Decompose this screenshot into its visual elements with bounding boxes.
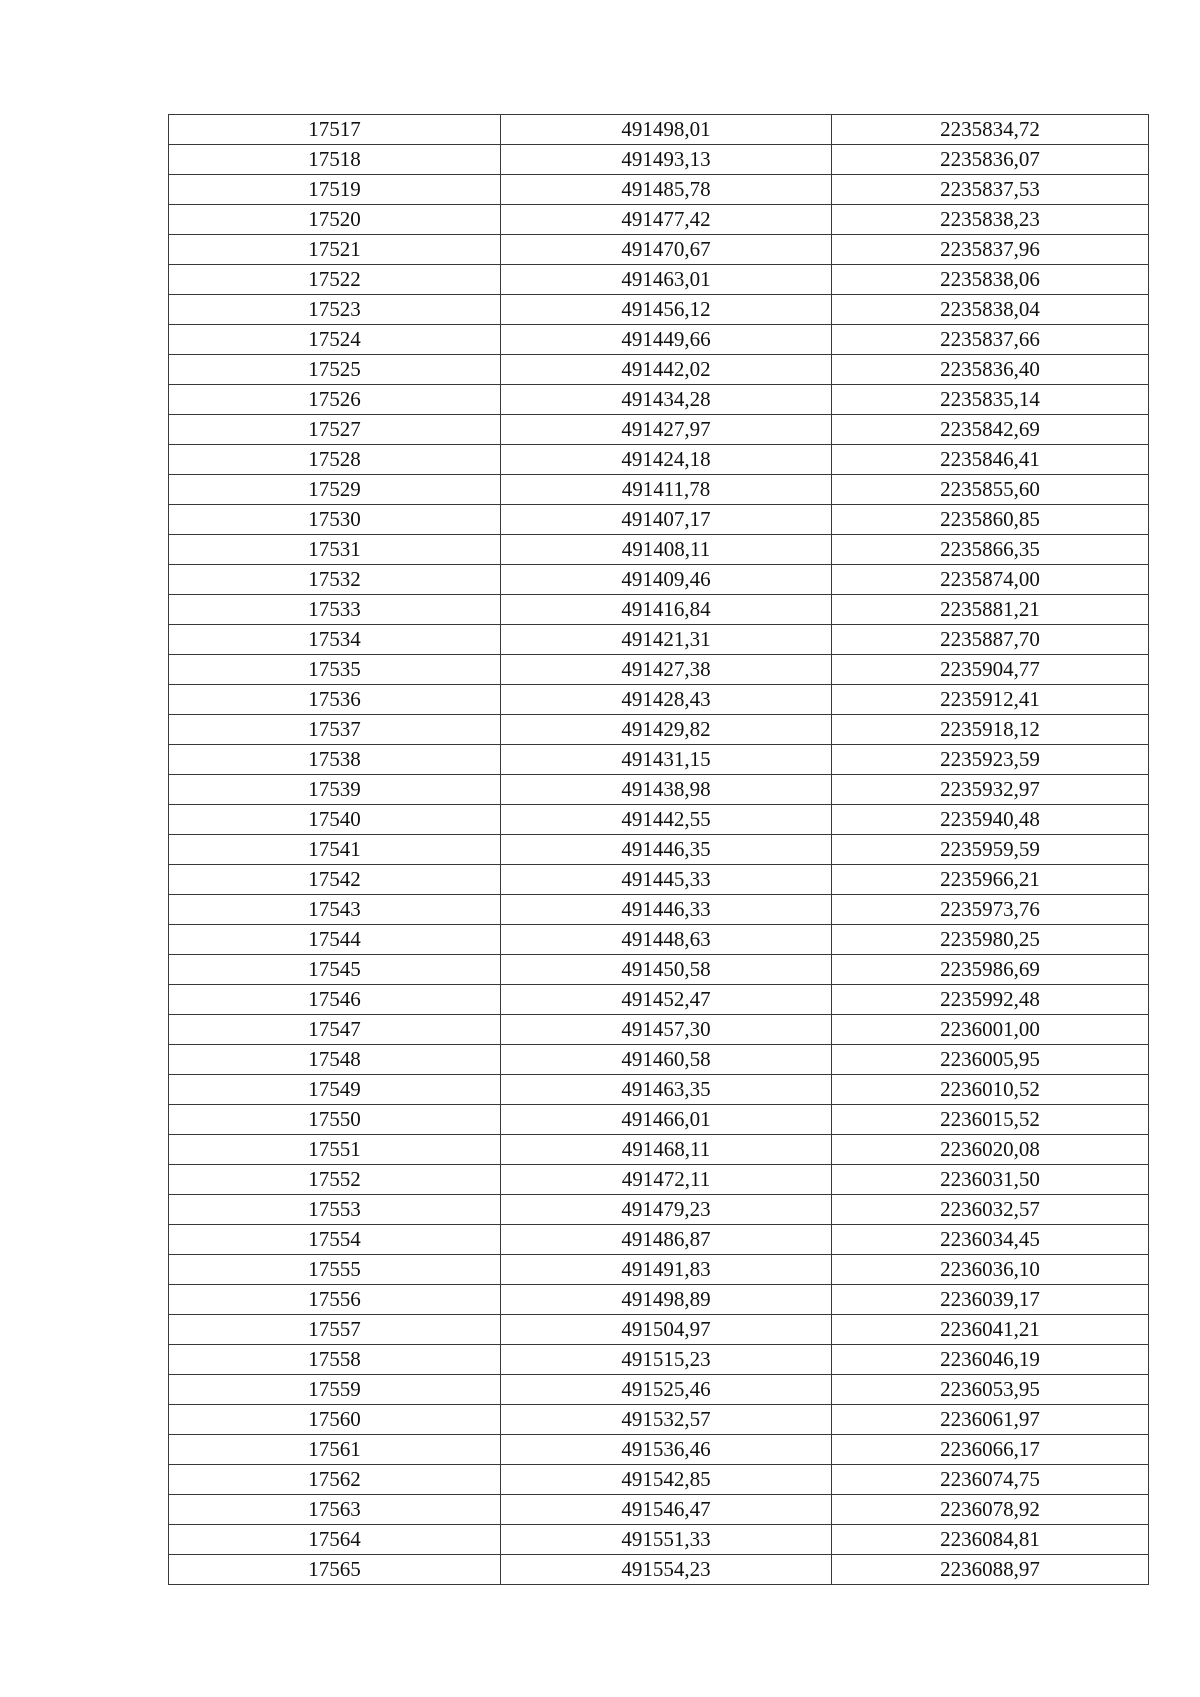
table-row: [169, 865, 1149, 895]
point-number-cell: 17517: [169, 115, 501, 145]
x-coordinate-cell: 491449,66: [501, 325, 832, 355]
y-coordinate-cell: 2235837,53: [832, 175, 1149, 205]
y-coordinate-cell: 2236032,57: [832, 1195, 1149, 1225]
table-row: [169, 1075, 1149, 1105]
x-coordinate-cell: 491546,47: [501, 1495, 832, 1525]
table-row: [169, 625, 1149, 655]
y-coordinate-cell: 2236005,95: [832, 1045, 1149, 1075]
table-row: [169, 775, 1149, 805]
table-row: [169, 1315, 1149, 1345]
x-coordinate-cell: 491551,33: [501, 1525, 832, 1555]
x-coordinate-cell: 491409,46: [501, 565, 832, 595]
y-coordinate-cell: 2235838,06: [832, 265, 1149, 295]
y-coordinate-cell: 2235959,59: [832, 835, 1149, 865]
x-coordinate-cell: 491424,18: [501, 445, 832, 475]
y-coordinate-cell: 2236001,00: [832, 1015, 1149, 1045]
y-coordinate-cell: 2235834,72: [832, 115, 1149, 145]
y-coordinate-cell: 2236066,17: [832, 1435, 1149, 1465]
point-number-cell: 17545: [169, 955, 501, 985]
table-row: [169, 205, 1149, 235]
point-number-cell: 17527: [169, 415, 501, 445]
x-coordinate-cell: 491446,33: [501, 895, 832, 925]
y-coordinate-cell: 2235837,66: [832, 325, 1149, 355]
x-coordinate-cell: 491456,12: [501, 295, 832, 325]
point-number-cell: 17551: [169, 1135, 501, 1165]
y-coordinate-cell: 2236015,52: [832, 1105, 1149, 1135]
point-number-cell: 17543: [169, 895, 501, 925]
coordinates-table: [168, 114, 1149, 1585]
point-number-cell: 17529: [169, 475, 501, 505]
table-row: [169, 715, 1149, 745]
table-row: [169, 475, 1149, 505]
x-coordinate-cell: 491463,35: [501, 1075, 832, 1105]
table-row: [169, 1225, 1149, 1255]
table-row: [169, 955, 1149, 985]
point-number-cell: 17533: [169, 595, 501, 625]
table-row: [169, 355, 1149, 385]
point-number-cell: 17536: [169, 685, 501, 715]
point-number-cell: 17539: [169, 775, 501, 805]
x-coordinate-cell: 491438,98: [501, 775, 832, 805]
point-number-cell: 17546: [169, 985, 501, 1015]
table-row: [169, 745, 1149, 775]
y-coordinate-cell: 2236078,92: [832, 1495, 1149, 1525]
point-number-cell: 17528: [169, 445, 501, 475]
y-coordinate-cell: 2236053,95: [832, 1375, 1149, 1405]
x-coordinate-cell: 491504,97: [501, 1315, 832, 1345]
y-coordinate-cell: 2235966,21: [832, 865, 1149, 895]
y-coordinate-cell: 2235940,48: [832, 805, 1149, 835]
y-coordinate-cell: 2235986,69: [832, 955, 1149, 985]
table-row: [169, 1405, 1149, 1435]
y-coordinate-cell: 2236041,21: [832, 1315, 1149, 1345]
table-row: [169, 175, 1149, 205]
x-coordinate-cell: 491421,31: [501, 625, 832, 655]
point-number-cell: 17562: [169, 1465, 501, 1495]
point-number-cell: 17561: [169, 1435, 501, 1465]
y-coordinate-cell: 2235836,40: [832, 355, 1149, 385]
table-row: [169, 505, 1149, 535]
x-coordinate-cell: 491536,46: [501, 1435, 832, 1465]
y-coordinate-cell: 2235887,70: [832, 625, 1149, 655]
y-coordinate-cell: 2235866,35: [832, 535, 1149, 565]
x-coordinate-cell: 491442,55: [501, 805, 832, 835]
point-number-cell: 17550: [169, 1105, 501, 1135]
table-row: [169, 295, 1149, 325]
table-row: [169, 1165, 1149, 1195]
point-number-cell: 17560: [169, 1405, 501, 1435]
y-coordinate-cell: 2235904,77: [832, 655, 1149, 685]
x-coordinate-cell: 491429,82: [501, 715, 832, 745]
y-coordinate-cell: 2235923,59: [832, 745, 1149, 775]
x-coordinate-cell: 491498,89: [501, 1285, 832, 1315]
y-coordinate-cell: 2235881,21: [832, 595, 1149, 625]
point-number-cell: 17541: [169, 835, 501, 865]
point-number-cell: 17526: [169, 385, 501, 415]
x-coordinate-cell: 491491,83: [501, 1255, 832, 1285]
x-coordinate-cell: 491446,35: [501, 835, 832, 865]
point-number-cell: 17530: [169, 505, 501, 535]
table-row: [169, 265, 1149, 295]
point-number-cell: 17521: [169, 235, 501, 265]
x-coordinate-cell: 491445,33: [501, 865, 832, 895]
point-number-cell: 17540: [169, 805, 501, 835]
table-row: [169, 445, 1149, 475]
table-row: [169, 595, 1149, 625]
point-number-cell: 17520: [169, 205, 501, 235]
table-row: [169, 1555, 1149, 1585]
y-coordinate-cell: 2235992,48: [832, 985, 1149, 1015]
table-row: [169, 1495, 1149, 1525]
table-row: [169, 895, 1149, 925]
point-number-cell: 17522: [169, 265, 501, 295]
y-coordinate-cell: 2235973,76: [832, 895, 1149, 925]
point-number-cell: 17518: [169, 145, 501, 175]
y-coordinate-cell: 2235980,25: [832, 925, 1149, 955]
x-coordinate-cell: 491450,58: [501, 955, 832, 985]
x-coordinate-cell: 491457,30: [501, 1015, 832, 1045]
table-row: [169, 805, 1149, 835]
y-coordinate-cell: 2236074,75: [832, 1465, 1149, 1495]
x-coordinate-cell: 491554,23: [501, 1555, 832, 1585]
x-coordinate-cell: 491542,85: [501, 1465, 832, 1495]
y-coordinate-cell: 2235835,14: [832, 385, 1149, 415]
table-row: [169, 235, 1149, 265]
table-row: [169, 565, 1149, 595]
point-number-cell: 17552: [169, 1165, 501, 1195]
point-number-cell: 17544: [169, 925, 501, 955]
y-coordinate-cell: 2236061,97: [832, 1405, 1149, 1435]
point-number-cell: 17548: [169, 1045, 501, 1075]
table-row: [169, 535, 1149, 565]
table-row: [169, 1345, 1149, 1375]
point-number-cell: 17554: [169, 1225, 501, 1255]
table-row: [169, 1285, 1149, 1315]
y-coordinate-cell: 2236084,81: [832, 1525, 1149, 1555]
x-coordinate-cell: 491434,28: [501, 385, 832, 415]
y-coordinate-cell: 2236010,52: [832, 1075, 1149, 1105]
y-coordinate-cell: 2235838,04: [832, 295, 1149, 325]
y-coordinate-cell: 2236031,50: [832, 1165, 1149, 1195]
table-row: [169, 1045, 1149, 1075]
x-coordinate-cell: 491525,46: [501, 1375, 832, 1405]
point-number-cell: 17519: [169, 175, 501, 205]
point-number-cell: 17525: [169, 355, 501, 385]
x-coordinate-cell: 491477,42: [501, 205, 832, 235]
y-coordinate-cell: 2235918,12: [832, 715, 1149, 745]
coordinates-table-body: [169, 115, 1149, 1585]
x-coordinate-cell: 491470,67: [501, 235, 832, 265]
table-row: [169, 1105, 1149, 1135]
table-row: [169, 115, 1149, 145]
x-coordinate-cell: 491486,87: [501, 1225, 832, 1255]
table-row: [169, 835, 1149, 865]
x-coordinate-cell: 491472,11: [501, 1165, 832, 1195]
x-coordinate-cell: 491498,01: [501, 115, 832, 145]
x-coordinate-cell: 491411,78: [501, 475, 832, 505]
x-coordinate-cell: 491463,01: [501, 265, 832, 295]
y-coordinate-cell: 2235912,41: [832, 685, 1149, 715]
point-number-cell: 17556: [169, 1285, 501, 1315]
y-coordinate-cell: 2235837,96: [832, 235, 1149, 265]
x-coordinate-cell: 491416,84: [501, 595, 832, 625]
x-coordinate-cell: 491428,43: [501, 685, 832, 715]
point-number-cell: 17555: [169, 1255, 501, 1285]
point-number-cell: 17563: [169, 1495, 501, 1525]
table-row: [169, 145, 1149, 175]
table-row: [169, 385, 1149, 415]
x-coordinate-cell: 491515,23: [501, 1345, 832, 1375]
table-row: [169, 1255, 1149, 1285]
x-coordinate-cell: 491427,97: [501, 415, 832, 445]
y-coordinate-cell: 2235874,00: [832, 565, 1149, 595]
y-coordinate-cell: 2236036,10: [832, 1255, 1149, 1285]
x-coordinate-cell: 491431,15: [501, 745, 832, 775]
table-row: [169, 1375, 1149, 1405]
x-coordinate-cell: 491466,01: [501, 1105, 832, 1135]
x-coordinate-cell: 491427,38: [501, 655, 832, 685]
point-number-cell: 17523: [169, 295, 501, 325]
table-row: [169, 1435, 1149, 1465]
table-row: [169, 685, 1149, 715]
x-coordinate-cell: 491407,17: [501, 505, 832, 535]
point-number-cell: 17538: [169, 745, 501, 775]
x-coordinate-cell: 491479,23: [501, 1195, 832, 1225]
x-coordinate-cell: 491442,02: [501, 355, 832, 385]
table-row: [169, 1525, 1149, 1555]
point-number-cell: 17557: [169, 1315, 501, 1345]
y-coordinate-cell: 2236046,19: [832, 1345, 1149, 1375]
point-number-cell: 17558: [169, 1345, 501, 1375]
point-number-cell: 17531: [169, 535, 501, 565]
table-row: [169, 415, 1149, 445]
point-number-cell: 17547: [169, 1015, 501, 1045]
point-number-cell: 17564: [169, 1525, 501, 1555]
point-number-cell: 17532: [169, 565, 501, 595]
y-coordinate-cell: 2235932,97: [832, 775, 1149, 805]
table-row: [169, 325, 1149, 355]
table-row: [169, 985, 1149, 1015]
point-number-cell: 17534: [169, 625, 501, 655]
point-number-cell: 17537: [169, 715, 501, 745]
point-number-cell: 17553: [169, 1195, 501, 1225]
x-coordinate-cell: 491468,11: [501, 1135, 832, 1165]
x-coordinate-cell: 491448,63: [501, 925, 832, 955]
table-row: [169, 655, 1149, 685]
x-coordinate-cell: 491408,11: [501, 535, 832, 565]
point-number-cell: 17565: [169, 1555, 501, 1585]
y-coordinate-cell: 2235855,60: [832, 475, 1149, 505]
table-row: [169, 1135, 1149, 1165]
x-coordinate-cell: 491485,78: [501, 175, 832, 205]
y-coordinate-cell: 2235860,85: [832, 505, 1149, 535]
point-number-cell: 17524: [169, 325, 501, 355]
point-number-cell: 17559: [169, 1375, 501, 1405]
table-row: [169, 1465, 1149, 1495]
y-coordinate-cell: 2235836,07: [832, 145, 1149, 175]
y-coordinate-cell: 2236039,17: [832, 1285, 1149, 1315]
y-coordinate-cell: 2235838,23: [832, 205, 1149, 235]
x-coordinate-cell: 491460,58: [501, 1045, 832, 1075]
point-number-cell: 17542: [169, 865, 501, 895]
table-row: [169, 1015, 1149, 1045]
y-coordinate-cell: 2235842,69: [832, 415, 1149, 445]
x-coordinate-cell: 491452,47: [501, 985, 832, 1015]
table-row: [169, 1195, 1149, 1225]
y-coordinate-cell: 2236034,45: [832, 1225, 1149, 1255]
x-coordinate-cell: 491532,57: [501, 1405, 832, 1435]
point-number-cell: 17549: [169, 1075, 501, 1105]
y-coordinate-cell: 2236020,08: [832, 1135, 1149, 1165]
x-coordinate-cell: 491493,13: [501, 145, 832, 175]
y-coordinate-cell: 2235846,41: [832, 445, 1149, 475]
point-number-cell: 17535: [169, 655, 501, 685]
y-coordinate-cell: 2236088,97: [832, 1555, 1149, 1585]
table-row: [169, 925, 1149, 955]
